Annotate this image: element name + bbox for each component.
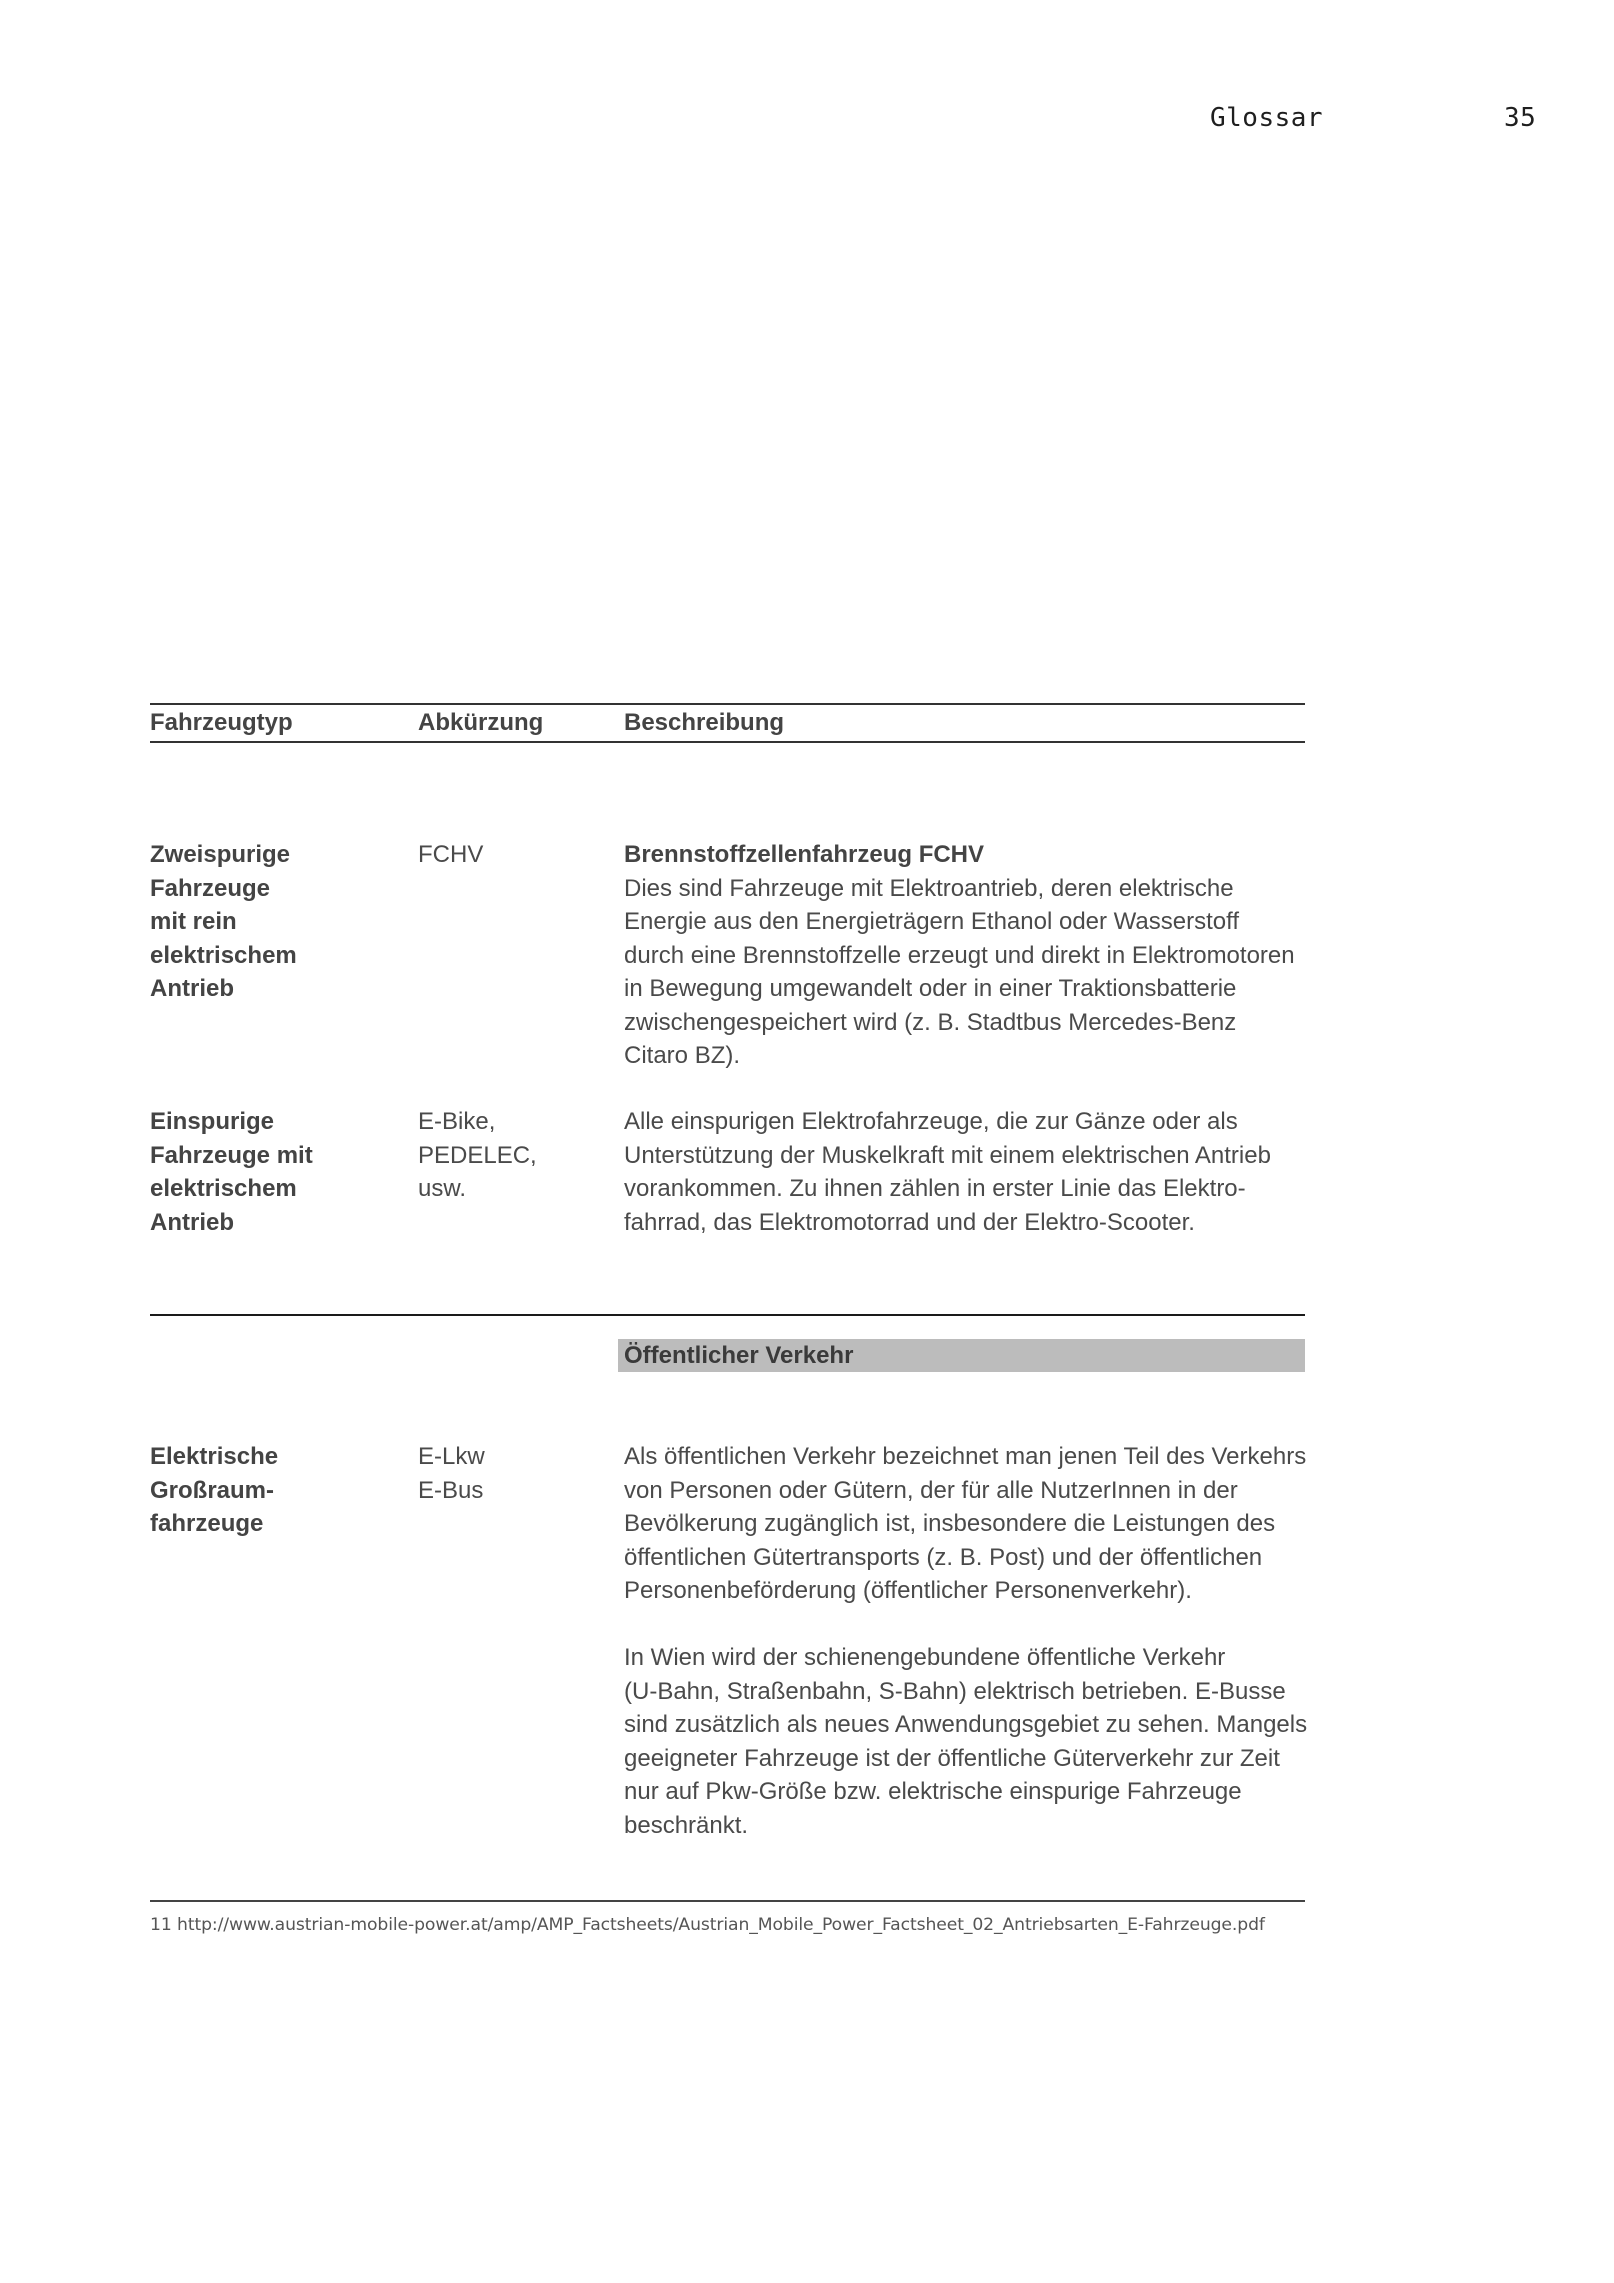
column-header-abkuerzung: Abkürzung <box>418 709 544 736</box>
column-header-beschreibung: Beschreibung <box>624 709 785 736</box>
row3-desc-line: sind zusätzlich als neues Anwendungsgebiet zu sehen. Mangels <box>624 1711 1308 1738</box>
row2-desc-line: Unterstützung der Muskelkraft mit einem elektrischen Antrieb <box>624 1141 1271 1169</box>
row1-type-line: Antrieb <box>150 975 234 1002</box>
section-title-oeffentlicher-verkehr: Öffentlicher Verkehr <box>624 1342 854 1369</box>
row2-desc-line: Alle einspurigen Elektrofahrzeuge, die zur Gänze oder als <box>624 1108 1238 1135</box>
row1-vehicle-type <box>150 838 400 1006</box>
row1-type-line: Zweispurige <box>150 841 291 868</box>
running-header-section: Glossar <box>1210 103 1324 133</box>
row3-desc-line: von Personen oder Gütern, der für alle NutzerInnen in der <box>624 1476 1238 1504</box>
row2-type-line: Fahrzeuge mit <box>150 1141 313 1169</box>
row3-abbr-line: E-Bus <box>418 1476 484 1504</box>
row3-desc-line: geeigneter Fahrzeuge ist der öffentliche Güterverkehr zur Zeit <box>624 1744 1280 1772</box>
row1-abbreviation <box>418 838 608 872</box>
row1-desc-line: Citaro BZ). <box>624 1042 741 1069</box>
row1-desc-line: durch eine Brennstoffzelle erzeugt und direkt in Elektromotoren <box>624 941 1295 969</box>
paragraph-gap <box>624 1608 1309 1642</box>
row3-abbreviation <box>418 1440 608 1507</box>
row3-type-line: Elektrische <box>150 1443 279 1470</box>
row2-desc-line: vorankommen. Zu ihnen zählen in erster Linie das Elektro- <box>624 1175 1246 1202</box>
row2-desc-line: fahrrad, das Elektromotorrad und der Elektro-Scooter. <box>624 1208 1195 1236</box>
row2-type-line: Antrieb <box>150 1208 234 1236</box>
row1-abbr-line: FCHV <box>418 841 484 868</box>
row3-vehicle-type <box>150 1440 400 1541</box>
row2-abbr-line: usw. <box>418 1175 467 1202</box>
row2-type-line: Einspurige <box>150 1108 275 1135</box>
page-number: 35 <box>1504 103 1537 133</box>
row1-description <box>624 838 1309 1073</box>
row3-desc-line: In Wien wird der schienengebundene öffentliche Verkehr <box>624 1644 1226 1671</box>
row3-abbr-line: E-Lkw <box>418 1443 485 1470</box>
row3-desc-line: Als öffentlichen Verkehr bezeichnet man jenen Teil des Verkehrs <box>624 1443 1307 1470</box>
row1-desc-line: zwischengespeichert wird (z. B. Stadtbus Mercedes-Benz <box>624 1008 1237 1036</box>
row3-desc-line: beschränkt. <box>624 1811 749 1839</box>
row1-description-title: Brennstoffzellenfahrzeug FCHV <box>624 841 985 868</box>
row3-desc-line: Personenbeförderung (öffentlicher Personenverkehr). <box>624 1577 1192 1604</box>
row3-desc-line: öffentlichen Gütertransports (z. B. Post) und der öffentlichen <box>624 1543 1263 1571</box>
row1-type-line: Fahrzeuge <box>150 874 271 902</box>
row3-desc-line: (U-Bahn, Straßenbahn, S-Bahn) elektrisch betrieben. E-Busse <box>624 1677 1286 1705</box>
row2-abbreviation <box>418 1105 608 1206</box>
row3-type-line: Großraum- <box>150 1476 275 1504</box>
row3-description <box>624 1440 1309 1842</box>
row3-desc-line: Bevölkerung zugänglich ist, insbesondere die Leistungen des <box>624 1510 1276 1537</box>
footnote-rule <box>150 1900 1305 1902</box>
row1-desc-line: Energie aus den Energieträgern Ethanol oder Wasserstoff <box>624 908 1240 935</box>
row1-type-line: mit rein <box>150 908 237 935</box>
row3-type-line: fahrzeuge <box>150 1510 264 1537</box>
row1-type-line: elektrischem <box>150 941 297 969</box>
row1-desc-line: Dies sind Fahrzeuge mit Elektroantrieb, deren elektrische <box>624 874 1234 902</box>
footnote-11: 11 http://www.austrian-mobile-power.at/amp/AMP_Factsheets/Austrian_Mobile_Power_Factsheet_02_Antriebsarten_E-Fahrzeuge.pdf <box>150 1915 1265 1935</box>
section-divider-rule <box>150 1314 1305 1316</box>
row2-description <box>624 1105 1309 1239</box>
row2-abbr-line: E-Bike, <box>418 1108 496 1135</box>
table-header-rule <box>150 741 1305 743</box>
row2-vehicle-type <box>150 1105 400 1239</box>
row2-abbr-line: PEDELEC, <box>418 1141 537 1169</box>
row2-type-line: elektrischem <box>150 1175 297 1202</box>
column-header-fahrzeugtyp: Fahrzeugtyp <box>150 709 293 736</box>
table-top-rule <box>150 703 1305 705</box>
row1-desc-line: in Bewegung umgewandelt oder in einer Traktionsbatterie <box>624 975 1237 1002</box>
row3-desc-line: nur auf Pkw-Größe bzw. elektrische einspurige Fahrzeuge <box>624 1778 1242 1805</box>
